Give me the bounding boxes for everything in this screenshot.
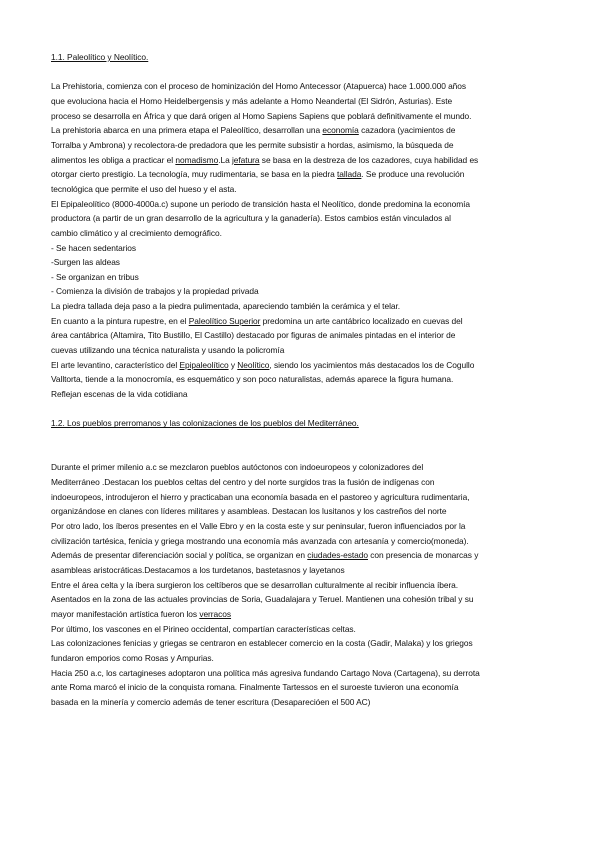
blank-line (51, 446, 551, 461)
text-line: Asentados en la zona de las actuales provincias de Soria, Guadalajara y Teruel. Mantienen una cohesión tribal y su (51, 594, 474, 605)
text-run: .La (218, 154, 232, 165)
list-item: - Se organizan en tribus (51, 271, 139, 282)
text-run: se basa en la destreza de los cazadores, cuya habilidad es (259, 154, 479, 165)
text-run: cazadora (yacimientos de (358, 125, 456, 136)
paragraph-pintura-rupestre (51, 314, 551, 358)
text-line: Hacia 250 a.c, los cartagineses adoptaron una política más agresiva fundando Cartago Nova (Cartagena), su derrota (51, 667, 480, 678)
list-neolitico-changes (51, 241, 551, 300)
text-line: ante Roma marcó el inicio de la conquista romana. Finalmente Tartessos en el suroeste tuvieron una economía (51, 682, 459, 693)
paragraph-celtiberos (51, 578, 551, 622)
text-run: con presencia de monarcas y (368, 550, 479, 561)
paragraph-cartagineses (51, 666, 551, 710)
underlined-term: nomadismo (175, 154, 219, 165)
section-heading-paleolitico: 1.1. Paleolítico y Neolítico. (51, 52, 149, 62)
text-run: El arte levantino, característico del (51, 359, 180, 370)
underlined-term: ciudades-estado (307, 550, 368, 561)
blank-line (51, 65, 551, 80)
underlined-term: Neolítico (237, 359, 270, 370)
section-heading-prerromanos: 1.2. Los pueblos prerromanos y las colonizaciones de los pueblos del Mediterráneo. (51, 418, 359, 429)
text-run: , siendo los yacimientos más destacados los de Cogullo (269, 359, 475, 370)
text-run: otorgar cierto prestigio. La tecnología, muy rudimentaria, se basa en la piedra (51, 169, 338, 180)
underlined-term: verracos (199, 608, 232, 619)
text-line: productora (a partir de un gran desarrollo de la agricultura y la ganadería). Estos cambios están vinculados al (51, 213, 451, 224)
text-line: Reflejan escenas de la vida cotidiana (51, 389, 188, 400)
paragraph-pueblos-celtas (51, 460, 551, 519)
text-line: Torralba y Ambrona) y recolectora-de predadora que les permite subsistir a hordas, asimismo, la búsqueda de (51, 139, 454, 150)
text-line: indoeuropeos, introdujeron el hierro y practicaban una economía basada en el pastoreo y agricultura rudimentaria, (51, 491, 470, 502)
text-line: Valltorta, tiende a la monocromía, es esquemático y son poco naturalistas, además aparece la figura humana. (51, 374, 454, 385)
text-line: área cantábrica (Altamira, Tito Bustillo, El Castillo) destacado por figuras de animales pintadas en el interior de (51, 330, 456, 341)
text-line: El Epipaleolítico (8000-4000a.c) supone un periodo de transición hasta el Neolítico, donde predomina la economía (51, 198, 471, 209)
text-line: Durante el primer milenio a.c se mezclaron pueblos autóctonos con indoeuropeos y colonizadores del (51, 462, 424, 473)
paragraph-epipaleolitico (51, 197, 551, 241)
paragraph-piedra-tallada: La piedra tallada deja paso a la piedra pulimentada, apareciendo también la cerámica y el telar. (51, 301, 401, 312)
text-line: fundaron emporios como Rosas y Ampurias. (51, 652, 214, 663)
text-line: basada en la minería y comercio además de tener escritura (Desaparecióen el 500 AC) (51, 696, 371, 707)
blank-line (51, 402, 551, 417)
text-run: La prehistoria abarca en una primera etapa el Paleolítico, desarrollan una (51, 125, 323, 136)
list-item: -Surgen las aldeas (51, 257, 120, 268)
document-body (51, 50, 551, 709)
list-item: - Se hacen sedentarios (51, 242, 137, 253)
list-item: - Comienza la división de trabajos y la propiedad privada (51, 286, 259, 297)
text-line: proceso se desarrolla en África y que dará origen al Homo Sapiens Sapiens que poblará definitivamente el mundo. (51, 110, 472, 121)
text-run: predomina un arte cantábrico localizado en cuevas del (260, 315, 463, 326)
text-run: mayor manifestación artística fueron los (51, 608, 200, 619)
text-line: asambleas aristocráticas.Destacamos a los turdetanos, bastetasnos y layetanos (51, 564, 345, 575)
text-run: alimentos les obliga a practicar el (51, 154, 176, 165)
paragraph-arte-levantino (51, 358, 551, 402)
text-run: . Se produce una revolución (361, 169, 465, 180)
text-run: Además de presentar diferenciación social y política, se organizan en (51, 550, 308, 561)
underlined-term: Paleolítico Superior (188, 315, 261, 326)
text-line: tecnológica que permite el uso del hueso y el asta. (51, 183, 237, 194)
text-line: Las colonizaciones fenicias y griegas se centraron en establecer comercio en la costa (Gadir, Malaka) y los griegos (51, 638, 473, 649)
underlined-term: jefatura (231, 154, 260, 165)
underlined-term: economía (322, 125, 359, 136)
underlined-term: tallada (337, 169, 362, 180)
blank-line (51, 431, 551, 446)
paragraph-prehistoria (51, 79, 551, 123)
paragraph-iberos (51, 519, 551, 548)
paragraph-colonizaciones (51, 636, 551, 665)
text-line: Mediterráneo .Destacan los pueblos celtas del centro y del norte surgidos tras la fusión de indígenas con (51, 476, 435, 487)
text-line: cuevas utilizando una técnica naturalista y usando la policromía (51, 345, 285, 356)
text-line: Por otro lado, los íberos presentes en el Valle Ebro y en la costa este y sur peninsular, fueron influenciados por la (51, 520, 466, 531)
paragraph-ciudades-estado (51, 548, 551, 577)
text-line: La Prehistoria, comienza con el proceso de hominización del Homo Antecessor (Atapuerca) hace 1.000.000 años (51, 81, 467, 92)
text-line: cambio climático y al crecimiento demográfico. (51, 227, 222, 238)
text-run: En cuanto a la pintura rupestre, en el (51, 315, 189, 326)
underlined-term: Epipaleolítico (179, 359, 229, 370)
text-line: Entre el área celta y la íbera surgieron los celtíberos que se desarrollan culturalmente al recibir influencia íbera. (51, 579, 459, 590)
paragraph-vascones: Por último, los vascones en el Pirineo occidental, compartían características celtas. (51, 623, 356, 634)
text-line: civilización tartésica, fenicia y griega mostrando una economía más avanzada con artesanía y comercio(moneda). (51, 535, 469, 546)
text-line: organizándose en clanes con líderes militares y asambleas. Destacan los lusitanos y los castreños del norte (51, 506, 447, 517)
paragraph-paleolitico (51, 123, 551, 196)
text-run: y (228, 359, 238, 370)
text-line: que evoluciona hacia el Homo Heidelbergensis y más adelante a Homo Neandertal (El Sidrón, Asturias). Este (51, 95, 453, 106)
